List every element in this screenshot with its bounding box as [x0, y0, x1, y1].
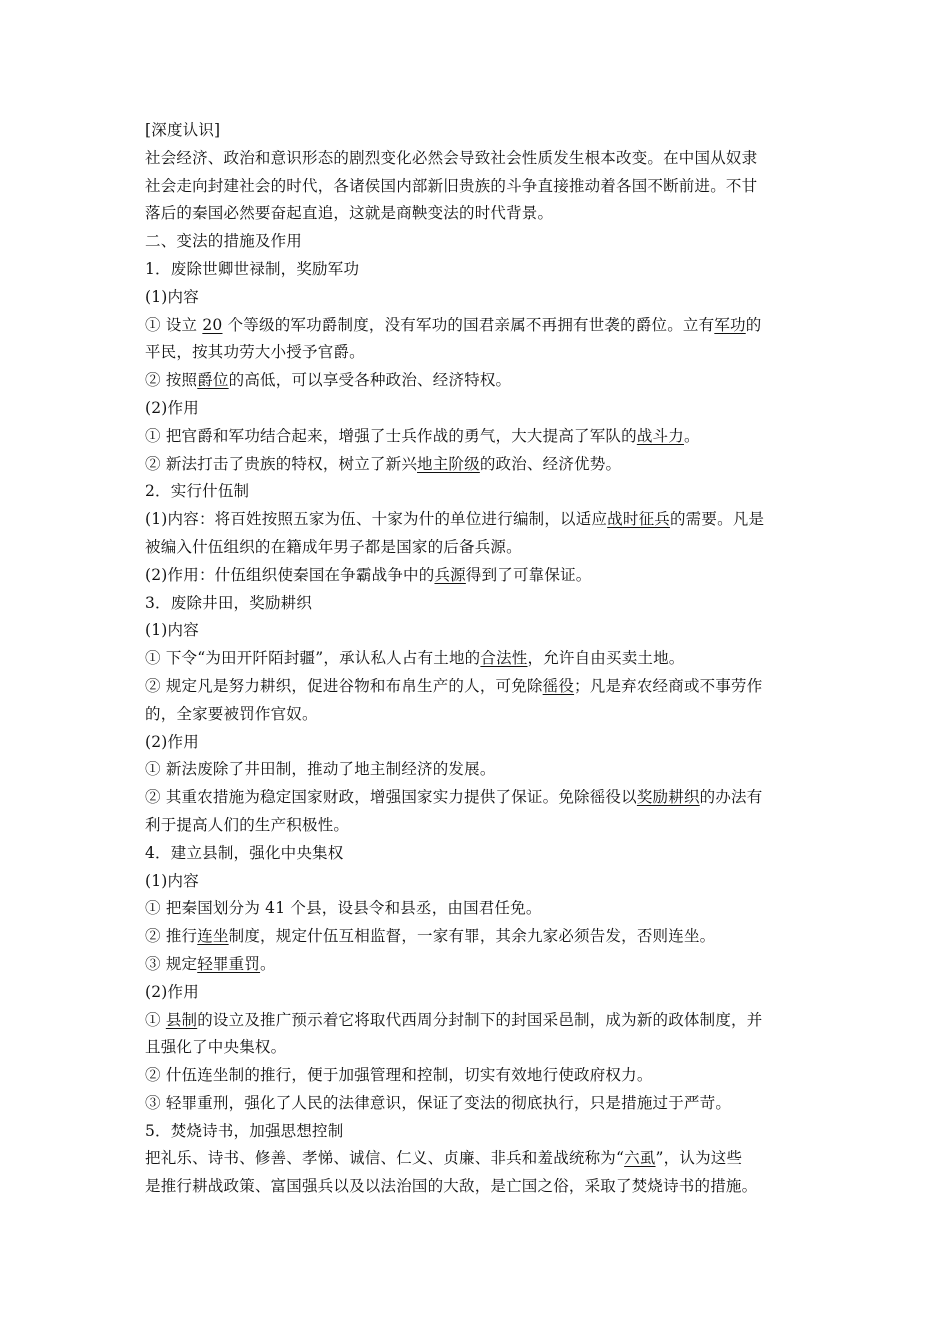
text-segment: (2)作用：什伍组织使秦国在争霸战争中的: [145, 565, 435, 584]
text-line: [145, 979, 810, 1007]
text-segment: 是推行耕战政策、富国强兵以及以法治国的大敌，是亡国之俗，采取了焚烧诗书的措施。: [145, 1177, 758, 1196]
text-segment: ”，认为这些: [655, 1149, 743, 1168]
text-segment: 利于提高人们的生产积极性。: [145, 815, 350, 834]
text-line: [145, 117, 810, 145]
text-segment: 4．建立县制，强化中央集权: [145, 843, 344, 862]
text-line: [145, 1145, 810, 1173]
text-segment: ①: [145, 1010, 166, 1029]
text-segment: 3．废除井田，奖励耕织: [145, 593, 313, 612]
text-line: [145, 840, 810, 868]
text-line: [145, 673, 810, 701]
document-body: [145, 117, 810, 1201]
text-line: [145, 1034, 810, 1062]
underlined-keyword: 连坐: [197, 927, 229, 946]
text-line: [145, 895, 810, 923]
text-line: [145, 145, 810, 173]
text-segment: ② 规定凡是努力耕织，促进谷物和布帛生产的人，可免除: [145, 676, 543, 695]
text-line: [145, 729, 810, 757]
text-segment: ，允许自由买卖土地。: [527, 649, 685, 668]
text-segment: 二、变法的措施及作用: [145, 232, 303, 251]
text-line: [145, 645, 810, 673]
text-segment: ① 把秦国划分为 41 个县，设县令和县丞，由国君任免。: [145, 899, 542, 918]
text-segment: 2．实行什伍制: [145, 482, 250, 501]
text-line: [145, 284, 810, 312]
text-line: [145, 617, 810, 645]
text-segment: 1．废除世卿世禄制，奖励军功: [145, 259, 360, 278]
underlined-keyword: 战时征兵: [607, 510, 670, 529]
text-segment: (1)内容: [145, 287, 199, 306]
underlined-keyword: 徭役: [542, 676, 575, 695]
text-segment: ② 新法打击了贵族的特权，树立了新兴: [145, 454, 418, 473]
text-line: [145, 1118, 810, 1146]
text-segment: 制度，规定什伍互相监督，一家有罪，其余九家必须告发，否则连坐。: [228, 927, 716, 946]
text-segment: ① 设立: [145, 315, 203, 334]
text-segment: 平民，按其功劳大小授予官爵。: [145, 343, 365, 362]
text-segment: ② 按照: [145, 371, 198, 390]
text-line: [145, 478, 810, 506]
text-line: [145, 1007, 810, 1035]
text-segment: 的: [745, 315, 762, 334]
text-segment: 5．焚烧诗书，加强思想控制: [145, 1121, 344, 1140]
text-segment: 且强化了中央集权。: [145, 1038, 287, 1057]
text-line: [145, 868, 810, 896]
underlined-keyword: 兵源: [434, 565, 466, 584]
text-line: [145, 923, 810, 951]
text-line: [145, 812, 810, 840]
text-line: [145, 423, 810, 451]
text-segment: 。: [260, 954, 276, 973]
text-line: [145, 339, 810, 367]
text-segment: 的政治、经济优势。: [479, 454, 622, 473]
text-segment: 的高低，可以享受各种政治、经济特权。: [228, 371, 512, 390]
text-segment: ① 下令“为田开阡陌封疆”，承认私人占有土地的: [145, 649, 481, 668]
text-segment: (2)作用: [145, 398, 199, 417]
underlined-keyword: 地主阶级: [417, 454, 480, 473]
text-line: [145, 312, 810, 340]
text-line: [145, 951, 810, 979]
text-line: [145, 200, 810, 228]
text-segment: 落后的秦国必然要奋起直追，这就是商鞅变法的时代背景。: [145, 204, 554, 223]
text-segment: (2)作用: [145, 982, 199, 1001]
text-line: [145, 228, 810, 256]
underlined-keyword: 爵位: [197, 371, 229, 390]
text-segment: 的，全家要被罚作官奴。: [145, 704, 318, 723]
text-line: [145, 173, 810, 201]
text-segment: 的需要。凡是: [669, 510, 765, 529]
underlined-keyword: 20: [202, 315, 223, 334]
text-segment: ③ 轻罪重刑，强化了人民的法律意识，保证了变法的彻底执行，只是措施过于严苛。: [145, 1093, 732, 1112]
text-segment: ；凡是弃农经商或不事劳作: [574, 676, 763, 695]
text-line: [145, 451, 810, 479]
underlined-keyword: 合法性: [480, 649, 528, 668]
text-segment: 社会走向封建社会的时代，各诸侯国内部新旧贵族的斗争直接推动着各国不断前进。不甘: [145, 176, 758, 195]
text-segment: 。: [683, 426, 700, 445]
text-segment: (1)内容：将百姓按照五家为伍、十家为什的单位进行编制，以适应: [145, 510, 608, 529]
text-line: [145, 756, 810, 784]
text-segment: 被编入什伍组织的在籍成年男子都是国家的后备兵源。: [145, 537, 522, 556]
text-line: [145, 256, 810, 284]
underlined-keyword: 奖励耕织: [636, 788, 700, 807]
underlined-keyword: 军功: [714, 315, 746, 334]
text-segment: (2)作用: [145, 732, 199, 751]
text-line: [145, 1173, 810, 1201]
text-line: [145, 367, 810, 395]
text-segment: (1)内容: [145, 621, 199, 640]
text-line: [145, 1090, 810, 1118]
underlined-keyword: 六虱: [624, 1149, 656, 1168]
text-line: [145, 395, 810, 423]
text-line: [145, 506, 810, 534]
text-segment: ② 推行: [145, 927, 198, 946]
text-segment: ① 把官爵和军功结合起来，增强了士兵作战的勇气，大大提高了军队的: [145, 426, 637, 445]
underlined-keyword: 县制: [165, 1010, 198, 1029]
text-segment: (1)内容: [145, 871, 199, 890]
text-line: [145, 701, 810, 729]
underlined-keyword: 战斗力: [636, 426, 684, 445]
text-line: [145, 562, 810, 590]
text-segment: 把礼乐、诗书、修善、孝悌、诚信、仁义、贞廉、非兵和羞战统称为“: [145, 1149, 625, 1168]
underlined-keyword: 轻罪重罚: [197, 954, 261, 973]
text-segment: ③ 规定: [145, 954, 198, 973]
text-line: [145, 784, 810, 812]
text-segment: 的办法有: [699, 788, 763, 807]
text-segment: 社会经济、政治和意识形态的剧烈变化必然会导致社会性质发生根本改变。在中国从奴隶: [145, 148, 758, 167]
text-line: [145, 590, 810, 618]
text-segment: 得到了可靠保证。: [465, 565, 592, 584]
text-segment: ① 新法废除了井田制，推动了地主制经济的发展。: [145, 760, 496, 779]
text-segment: 个等级的军功爵制度，没有军功的国君亲属不再拥有世袭的爵位。立有: [222, 315, 715, 334]
text-segment: [深度认识]: [145, 121, 221, 139]
text-line: [145, 1062, 810, 1090]
text-line: [145, 534, 810, 562]
text-segment: 的设立及推广预示着它将取代西周分封制下的封国采邑制，成为新的政体制度，并: [197, 1010, 763, 1029]
text-segment: ② 什伍连坐制的推行，便于加强管理和控制，切实有效地行使政府权力。: [145, 1066, 653, 1085]
text-segment: ② 其重农措施为稳定国家财政，增强国家实力提供了保证。免除徭役以: [145, 788, 637, 807]
